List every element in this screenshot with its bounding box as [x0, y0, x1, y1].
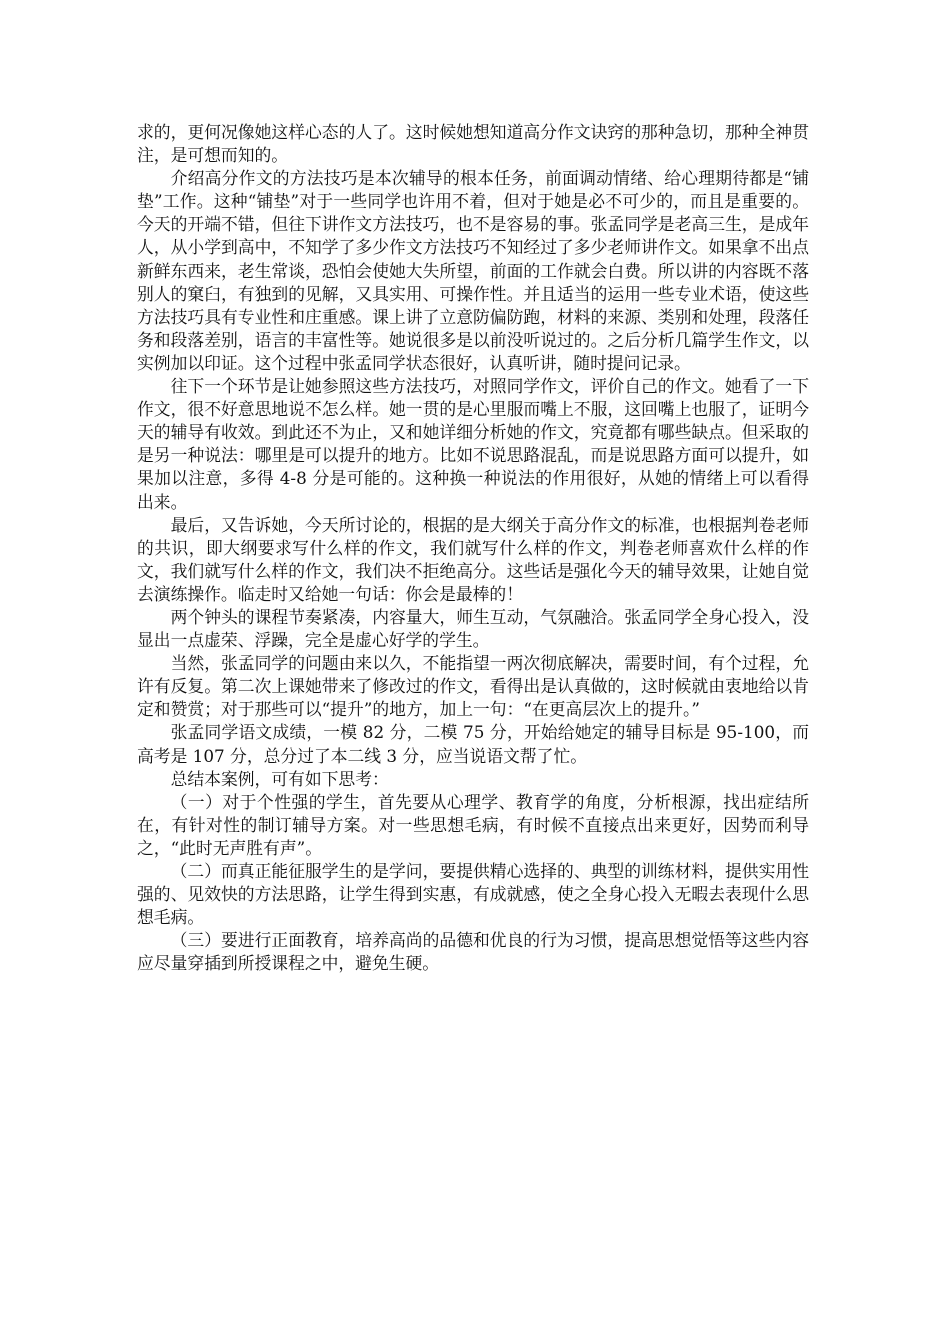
paragraph-self-evaluation: 往下一个环节是让她参照这些方法技巧，对照同学作文，评价自己的作文。她看了一下作文，很不好意思地说不怎么样。她一贯的是心里服而嘴上不服，这回嘴上也服了，证明今天的辅导有收效。到此还不为止，又和她详细分析她的作文，究竟都有哪些缺点。但采取的是另一种说法：哪里是可以提升的地方。比如不说思路混乱，而是说思路方面可以提升，如果加以注意，多得 4-8 分是可能的。这种换一种说法的作用很好，从她的情绪上可以看得出来。	[137, 376, 809, 512]
paragraph-class-atmosphere: 两个钟头的课程节奏紧凑，内容量大，师生互动，气氛融洽。张孟同学全身心投入，没显出一点虚荣、浮躁，完全是虚心好学的学生。	[137, 606, 809, 651]
paragraph-reflection-1: （一）对于个性强的学生，首先要从心理学、教育学的角度，分析根源，找出症结所在，有针对性的制订辅导方案。对一些思想毛病，有时候不直接点出来更好，因势而利导之，“此时无声胜有声”。	[137, 791, 809, 858]
paragraph-scores: 张孟同学语文成绩，一模 82 分，二模 75 分，开始给她定的辅导目标是 95-100，而高考是 107 分，总分过了本二线 3 分，应当说语文帮了忙。	[137, 722, 809, 766]
paragraph-second-lesson: 当然，张孟同学的问题由来以久，不能指望一两次彻底解决，需要时间，有个过程，允许有反复。第二次上课她带来了修改过的作文，看得出是认真做的，这时候就由衷地给以肯定和赞赏；对于那些可以“提升”的地方，加上一句：“在更高层次上的提升。”	[137, 653, 809, 720]
paragraph-reflection-2: （二）而真正能征服学生的是学问，要提供精心选择的、典型的训练材料，提供实用性强的、见效快的方法思路，让学生得到实惠，有成就感，使之全身心投入无暇去表现什么思想毛病。	[137, 861, 809, 928]
paragraph-continuation: 求的，更何况像她这样心态的人了。这时候她想知道高分作文诀窍的那种急切，那种全神贯注，是可想而知的。	[137, 122, 809, 166]
paragraph-reflection-3: （三）要进行正面教育，培养高尚的品德和优良的行为习惯，提高思想觉悟等这些内容应尽量穿插到所授课程之中，避免生硬。	[137, 930, 809, 974]
paragraph-final-advice: 最后，又告诉她，今天所讨论的，根据的是大纲关于高分作文的标准，也根据判卷老师的共识，即大纲要求写什么样的作文，我们就写什么样的作文，判卷老师喜欢什么样的作文，我们就写什么样的作文，我们决不拒绝高分。这些话是强化今天的辅导效果，让她自觉去演练操作。临走时又给她一句话：你会是最棒的！	[137, 514, 809, 604]
paragraph-summary-heading: 总结本案例，可有如下思考：	[170, 768, 389, 789]
document-body	[137, 121, 809, 975]
paragraph-method-intro: 介绍高分作文的方法技巧是本次辅导的根本任务，前面调动情绪、给心理期待都是“铺垫”工作。这种“铺垫”对于一些同学也许用不着，但对于她是必不可少的，而且是重要的。今天的开端不错，但往下讲作文方法技巧，也不是容易的事。张孟同学是老高三生，是成年人，从小学到高中，不知学了多少作文方法技巧不知经过了多少老师讲作文。如果拿不出点新鲜东西来，老生常谈，恐怕会使她大失所望，前面的工作就会白费。所以讲的内容既不落别人的窠臼，有独到的见解，又具实用、可操作性。并且适当的运用一些专业术语，使这些方法技巧具有专业性和庄重感。课上讲了立意防偏防跑，材料的来源、类别和处理，段落任务和段落差别，语言的丰富性等。她说很多是以前没听说过的。之后分析几篇学生作文，以实例加以印证。这个过程中张孟同学状态很好，认真听讲，随时提问记录。	[137, 168, 809, 373]
